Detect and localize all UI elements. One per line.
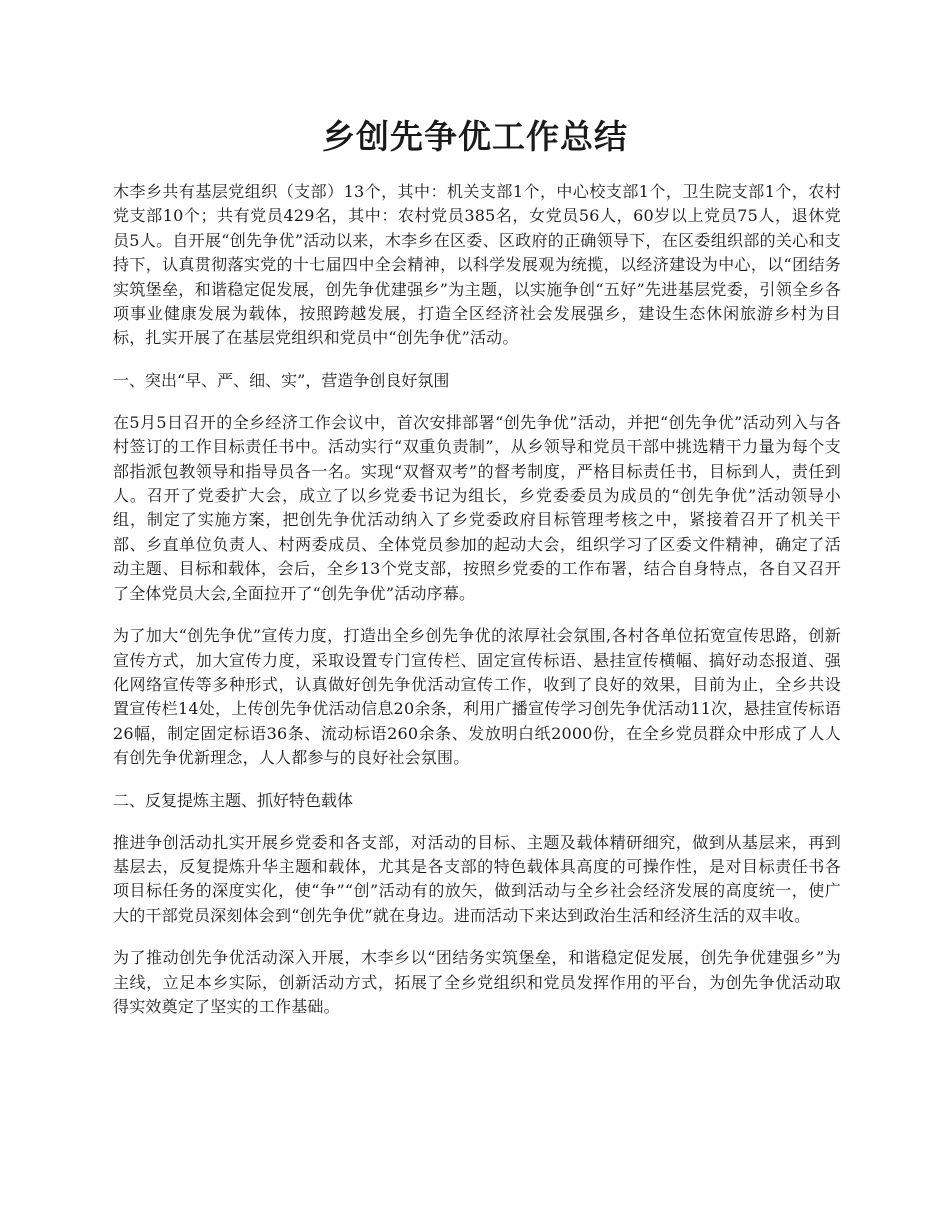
document-title: 乡创先争优工作总结 — [322, 117, 628, 156]
paragraph-section1-b: 为了加大“创先争优”宣传力度，打造出全乡创先争优的浓厚社会氛围,各村各单位拓宽宣传思路，创新宣传方式，加大宣传力度，采取设置专门宣传栏、固定宣传标语、悬挂宣传横幅、搞好动态报道、强化网络宣传等多种形式，认真做好创先争优活动宣传工作，收到了良好的效果，目前为止，全乡共设置宣传栏14处，上传创先争优活动信息20余条，利用广播宣传学习创先争优活动11次，悬挂宣传标语26幅，制定固定标语36条、流动标语260余条、发放明白纸2000份，在全乡党员群众中形成了人人有创先争优新理念，人人都参与的良好社会氛围。 — [113, 626, 841, 768]
document-body — [113, 180, 841, 1037]
paragraph-section2-a: 推进争创活动扎实开展乡党委和各支部，对活动的目标、主题及载体精研细究，做到从基层来，再到基层去，反复提炼升华主题和载体，尤其是各支部的特色载体具高度的可操作性，是对目标责任书各项目标任务的深度实化，使“争”“创”活动有的放矢，做到活动与全乡社会经济发展的高度统一，使广大的干部党员深刻体会到“创先争优”就在身边。进而活动下来达到政治生活和经济生活的双丰收。 — [113, 832, 841, 925]
section-heading-2: 二、反复提炼主题、抓好特色载体 — [113, 790, 354, 810]
paragraph-section2-b: 为了推动创先争优活动深入开展，木李乡以“团结务实筑堡垒，和谐稳定促发展，创先争优建强乡”为主线，立足本乡实际，创新活动方式，拓展了全乡党组织和党员发挥作用的平台，为创先争优活动取得实效奠定了坚实的工作基础。 — [113, 948, 841, 1016]
paragraph-intro: 木李乡共有基层党组织（支部）13个，其中：机关支部1个，中心校支部1个，卫生院支部1个，农村党支部10个；共有党员429名，其中：农村党员385名，女党员56人，60岁以上党员75人，退休党员5人。自开展“创先争优”活动以来，木李乡在区委、区政府的正确领导下，在区委组织部的关心和支持下，认真贯彻落实党的十七届四中全会精神，以科学发展观为统揽，以经济建设为中心，以“团结务实筑堡垒，和谐稳定促发展，创先争优建强乡”为主题，以实施争创“五好”先进基层党委，引领全乡各项事业健康发展为载体，按照跨越发展，打造全区经济社会发展强乡，建设生态休闲旅游乡村为目标，扎实开展了在基层党组织和党员中“创先争优”活动。 — [113, 182, 841, 348]
section-heading-1: 一、突出“早、严、细、实”，营造争创良好氛围 — [113, 370, 450, 390]
paragraph-section1-a: 在5月5日召开的全乡经济工作会议中，首次安排部署“创先争优”活动，并把“创先争优”活动列入与各村签订的工作目标责任书中。活动实行“双重负责制”，从乡领导和党员干部中挑选精干力量为每个支部指派包教领导和指导员各一名。实现“双督双考”的督考制度，严格目标责任书，目标到人，责任到人。召开了党委扩大会，成立了以乡党委书记为组长，乡党委委员为成员的“创先争优”活动领导小组，制定了实施方案，把创先争优活动纳入了乡党委政府目标管理考核之中，紧接着召开了机关干部、乡直单位负责人、村两委成员、全体党员参加的起动大会，组织学习了区委文件精神，确定了活动主题、目标和载体，会后，全乡13个党支部，按照乡党委的工作布署，结合自身特点，各自又召开了全体党员大会,全面拉开了“创先争优”活动序幕。 — [113, 412, 841, 603]
